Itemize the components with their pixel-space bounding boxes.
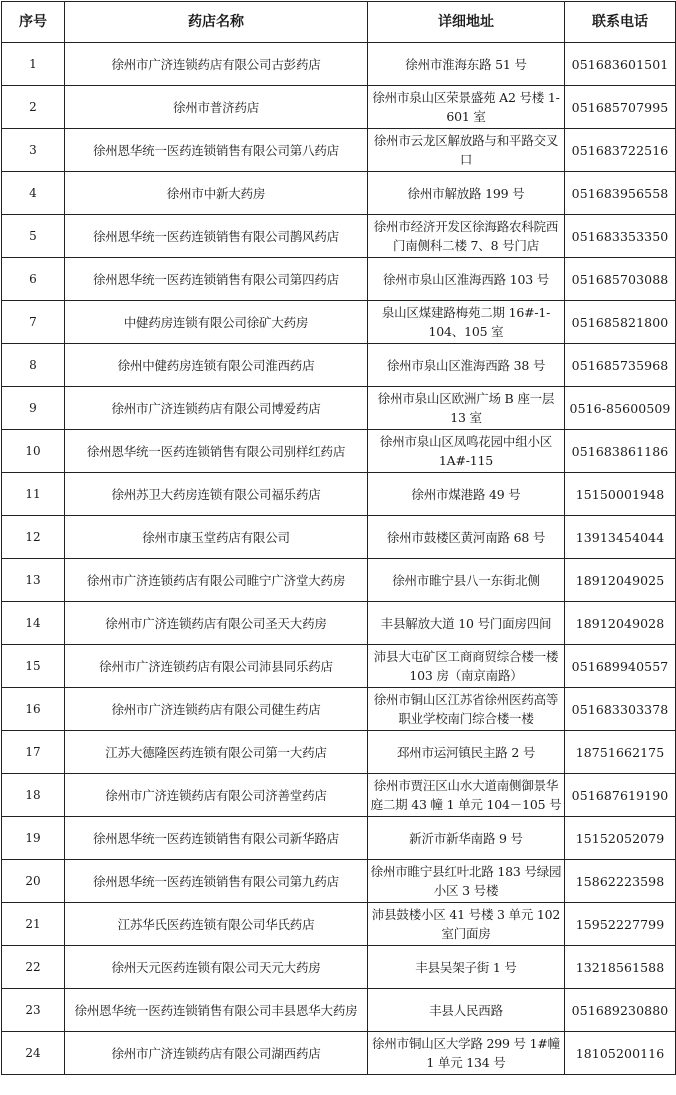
row-phone-cell: 051685821800 [565, 301, 676, 344]
row-pharmacy-name-cell: 徐州市广济连锁药店有限公司湖西药店 [65, 1032, 368, 1075]
table-row [2, 860, 676, 903]
table-body [2, 43, 676, 1075]
row-address-cell: 丰县人民西路 [368, 989, 565, 1032]
row-address-cell: 沛县鼓楼小区 41 号楼 3 单元 102 室门面房 [368, 903, 565, 946]
table-row [2, 1032, 676, 1075]
row-phone-cell: 051689940557 [565, 645, 676, 688]
table-row [2, 430, 676, 473]
row-phone-cell: 15150001948 [565, 473, 676, 516]
row-address-cell: 新沂市新华南路 9 号 [368, 817, 565, 860]
table-row [2, 43, 676, 86]
row-phone-cell: 051687619190 [565, 774, 676, 817]
table-row [2, 559, 676, 602]
row-seq-cell: 7 [2, 301, 65, 344]
row-address-cell: 徐州市鼓楼区黄河南路 68 号 [368, 516, 565, 559]
table-row [2, 903, 676, 946]
row-phone-cell: 051683303378 [565, 688, 676, 731]
table-row [2, 86, 676, 129]
row-address-cell: 徐州市泉山区欧洲广场 B 座一层 13 室 [368, 387, 565, 430]
row-seq-cell: 4 [2, 172, 65, 215]
row-pharmacy-name-cell: 徐州市广济连锁药店有限公司睢宁广济堂大药房 [65, 559, 368, 602]
row-address-cell: 徐州市铜山区江苏省徐州医药高等职业学校南门综合楼一楼 [368, 688, 565, 731]
row-phone-cell: 0516-85600509 [565, 387, 676, 430]
row-phone-cell: 15152052079 [565, 817, 676, 860]
row-seq-cell: 15 [2, 645, 65, 688]
row-address-cell: 徐州市泉山区凤鸣花园中组小区 1A#-115 [368, 430, 565, 473]
table-row [2, 731, 676, 774]
table-row [2, 215, 676, 258]
row-seq-cell: 8 [2, 344, 65, 387]
table-row [2, 516, 676, 559]
row-pharmacy-name-cell: 徐州恩华统一医药连锁销售有限公司别样红药店 [65, 430, 368, 473]
row-phone-cell: 18751662175 [565, 731, 676, 774]
row-address-cell: 丰县解放大道 10 号门面房四间 [368, 602, 565, 645]
row-pharmacy-name-cell: 徐州市康玉堂药店有限公司 [65, 516, 368, 559]
pharmacy-table [1, 1, 676, 1075]
row-address-cell: 徐州市铜山区大学路 299 号 1#幢 1 单元 134 号 [368, 1032, 565, 1075]
table-row [2, 172, 676, 215]
row-seq-cell: 5 [2, 215, 65, 258]
row-seq-cell: 21 [2, 903, 65, 946]
row-phone-cell: 051683722516 [565, 129, 676, 172]
row-address-cell: 徐州市泉山区淮海西路 103 号 [368, 258, 565, 301]
row-pharmacy-name-cell: 徐州市广济连锁药店有限公司圣天大药房 [65, 602, 368, 645]
table-row [2, 129, 676, 172]
row-phone-cell: 15862223598 [565, 860, 676, 903]
row-phone-cell: 051689230880 [565, 989, 676, 1032]
row-pharmacy-name-cell: 徐州市广济连锁药店有限公司健生药店 [65, 688, 368, 731]
row-address-cell: 徐州市解放路 199 号 [368, 172, 565, 215]
row-phone-cell: 051683601501 [565, 43, 676, 86]
row-address-cell: 徐州市泉山区荣景盛苑 A2 号楼 1-601 室 [368, 86, 565, 129]
row-address-cell: 徐州市睢宁县红叶北路 183 号绿园小区 3 号楼 [368, 860, 565, 903]
row-pharmacy-name-cell: 徐州市广济连锁药店有限公司沛县同乐药店 [65, 645, 368, 688]
row-seq-cell: 24 [2, 1032, 65, 1075]
table-row [2, 645, 676, 688]
row-phone-cell: 18912049028 [565, 602, 676, 645]
row-phone-cell: 13218561588 [565, 946, 676, 989]
row-pharmacy-name-cell: 徐州恩华统一医药连锁销售有限公司第四药店 [65, 258, 368, 301]
row-seq-cell: 1 [2, 43, 65, 86]
row-seq-cell: 11 [2, 473, 65, 516]
row-address-cell: 丰县吴架子街 1 号 [368, 946, 565, 989]
row-pharmacy-name-cell: 徐州恩华统一医药连锁销售有限公司丰县恩华大药房 [65, 989, 368, 1032]
row-seq-cell: 17 [2, 731, 65, 774]
row-phone-cell: 13913454044 [565, 516, 676, 559]
row-pharmacy-name-cell: 江苏华氏医药连锁有限公司华氏药店 [65, 903, 368, 946]
row-address-cell: 徐州市经济开发区徐海路农科院西门南侧科二楼 7、8 号门店 [368, 215, 565, 258]
row-phone-cell: 051683956558 [565, 172, 676, 215]
row-pharmacy-name-cell: 徐州市广济连锁药店有限公司济善堂药店 [65, 774, 368, 817]
table-row [2, 989, 676, 1032]
row-pharmacy-name-cell: 徐州恩华统一医药连锁销售有限公司第九药店 [65, 860, 368, 903]
table-row [2, 473, 676, 516]
row-pharmacy-name-cell: 徐州市广济连锁药店有限公司古彭药店 [65, 43, 368, 86]
row-pharmacy-name-cell: 徐州市中新大药房 [65, 172, 368, 215]
row-seq-cell: 6 [2, 258, 65, 301]
row-pharmacy-name-cell: 徐州市广济连锁药店有限公司博爱药店 [65, 387, 368, 430]
header-address: 详细地址 [368, 2, 565, 43]
row-phone-cell: 18912049025 [565, 559, 676, 602]
row-pharmacy-name-cell: 徐州恩华统一医药连锁销售有限公司新华路店 [65, 817, 368, 860]
row-seq-cell: 20 [2, 860, 65, 903]
table-row [2, 387, 676, 430]
row-pharmacy-name-cell: 徐州市普济药店 [65, 86, 368, 129]
header-phone: 联系电话 [565, 2, 676, 43]
row-seq-cell: 19 [2, 817, 65, 860]
row-address-cell: 泉山区煤建路梅苑二期 16#-1-104、105 室 [368, 301, 565, 344]
row-seq-cell: 9 [2, 387, 65, 430]
row-pharmacy-name-cell: 徐州恩华统一医药连锁销售有限公司鹊风药店 [65, 215, 368, 258]
row-phone-cell: 051683861186 [565, 430, 676, 473]
table-row [2, 301, 676, 344]
row-seq-cell: 10 [2, 430, 65, 473]
row-seq-cell: 13 [2, 559, 65, 602]
row-pharmacy-name-cell: 徐州中健药房连锁有限公司淮西药店 [65, 344, 368, 387]
row-seq-cell: 12 [2, 516, 65, 559]
row-seq-cell: 18 [2, 774, 65, 817]
table-row [2, 817, 676, 860]
row-pharmacy-name-cell: 江苏大德隆医药连锁有限公司第一大药店 [65, 731, 368, 774]
row-address-cell: 沛县大屯矿区工商商贸综合楼一楼 103 房（南京南路） [368, 645, 565, 688]
row-address-cell: 邳州市运河镇民主路 2 号 [368, 731, 565, 774]
header-pharmacy-name: 药店名称 [65, 2, 368, 43]
row-seq-cell: 2 [2, 86, 65, 129]
row-phone-cell: 051685703088 [565, 258, 676, 301]
row-seq-cell: 22 [2, 946, 65, 989]
table-row [2, 344, 676, 387]
row-pharmacy-name-cell: 中健药房连锁有限公司徐矿大药房 [65, 301, 368, 344]
row-phone-cell: 051683353350 [565, 215, 676, 258]
table-row [2, 774, 676, 817]
row-seq-cell: 16 [2, 688, 65, 731]
row-phone-cell: 15952227799 [565, 903, 676, 946]
table-row [2, 602, 676, 645]
row-phone-cell: 051685707995 [565, 86, 676, 129]
row-address-cell: 徐州市煤港路 49 号 [368, 473, 565, 516]
row-address-cell: 徐州市云龙区解放路与和平路交叉口 [368, 129, 565, 172]
row-seq-cell: 3 [2, 129, 65, 172]
row-seq-cell: 14 [2, 602, 65, 645]
row-pharmacy-name-cell: 徐州天元医药连锁有限公司天元大药房 [65, 946, 368, 989]
row-pharmacy-name-cell: 徐州恩华统一医药连锁销售有限公司第八药店 [65, 129, 368, 172]
row-pharmacy-name-cell: 徐州苏卫大药房连锁有限公司福乐药店 [65, 473, 368, 516]
row-seq-cell: 23 [2, 989, 65, 1032]
header-seq: 序号 [2, 2, 65, 43]
row-address-cell: 徐州市睢宁县八一东街北侧 [368, 559, 565, 602]
table-row [2, 946, 676, 989]
row-address-cell: 徐州市淮海东路 51 号 [368, 43, 565, 86]
row-address-cell: 徐州市泉山区淮海西路 38 号 [368, 344, 565, 387]
table-row [2, 258, 676, 301]
table-row [2, 688, 676, 731]
row-phone-cell: 051685735968 [565, 344, 676, 387]
header-row [2, 2, 676, 43]
row-phone-cell: 18105200116 [565, 1032, 676, 1075]
row-address-cell: 徐州市贾汪区山水大道南侧御景华庭二期 43 幢 1 单元 104－105 号 [368, 774, 565, 817]
